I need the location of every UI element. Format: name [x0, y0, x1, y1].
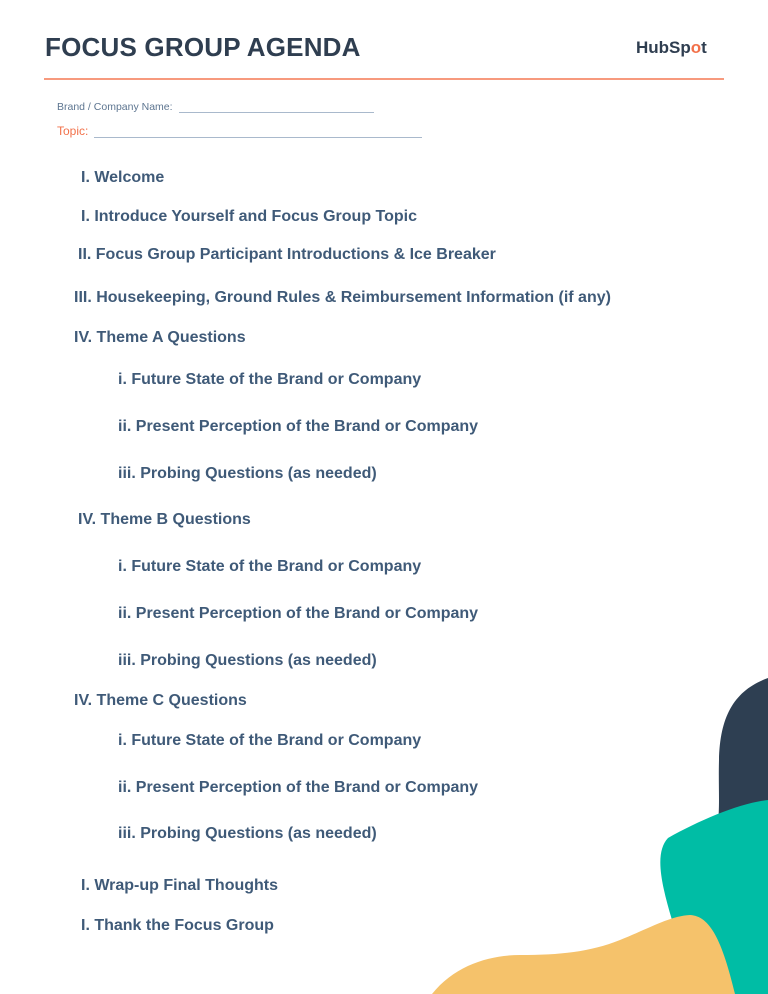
agenda-item: IV. Theme A Questions [74, 329, 246, 346]
agenda-item: i. Future State of the Brand or Company [118, 732, 422, 749]
agenda-item: i. Future State of the Brand or Company [118, 371, 422, 388]
agenda-item: II. Focus Group Participant Introductions & Ice Breaker [78, 246, 496, 263]
agenda-item: IV. Theme C Questions [74, 692, 247, 709]
agenda-item: ii. Present Perception of the Brand or Company [118, 605, 479, 622]
sprocket-icon: o [690, 38, 702, 57]
agenda-item: ii. Present Perception of the Brand or Company [118, 418, 479, 435]
page-title: FOCUS GROUP AGENDA [45, 32, 361, 62]
topic-label: Topic: [57, 124, 89, 138]
agenda-item: I. Wrap-up Final Thoughts [81, 877, 279, 894]
logo-text-suffix: t [701, 38, 707, 57]
agenda-item: III. Housekeeping, Ground Rules & Reimbursement Information (if any) [74, 289, 611, 306]
agenda-item: iii. Probing Questions (as needed) [118, 465, 377, 482]
agenda-item: I. Thank the Focus Group [81, 917, 274, 934]
agenda-item: iii. Probing Questions (as needed) [118, 652, 377, 669]
brand-company-label: Brand / Company Name: [57, 101, 173, 113]
agenda-item: I. Welcome [81, 169, 165, 186]
logo-text-prefix: HubSp [636, 38, 691, 57]
agenda-item: ii. Present Perception of the Brand or Company [118, 779, 479, 796]
agenda-item: IV. Theme B Questions [78, 511, 251, 528]
yellow-blob [432, 915, 735, 994]
agenda-item: iii. Probing Questions (as needed) [118, 825, 377, 842]
agenda-item: i. Future State of the Brand or Company [118, 558, 422, 575]
agenda-item: I. Introduce Yourself and Focus Group Topic [81, 208, 418, 225]
